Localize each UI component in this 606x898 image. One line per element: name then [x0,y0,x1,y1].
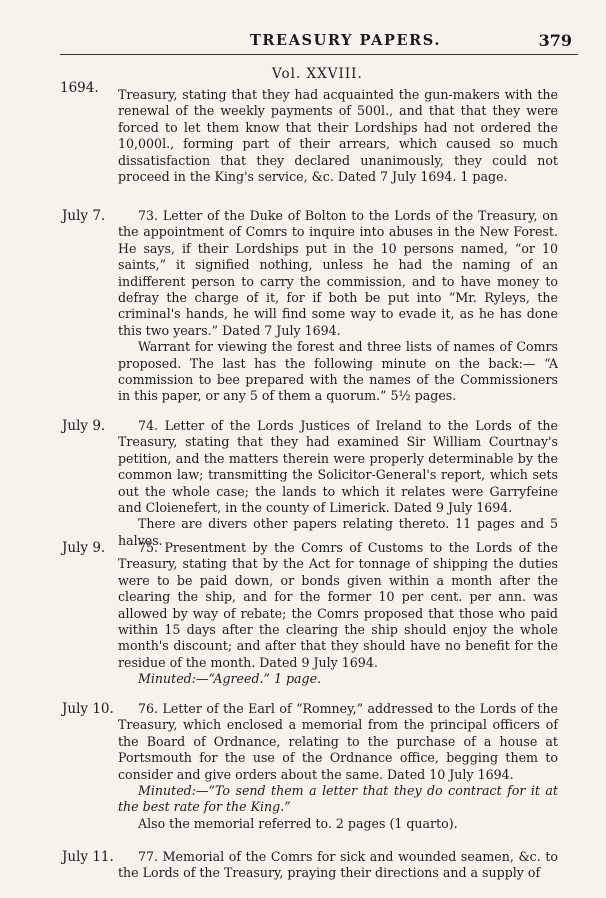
paragraph: Minuted:—“Agreed.” 1 page. [138,671,322,687]
paragraph: Warrant for viewing the forest and three lists of names of Comrs proposed. The last has the following minute on the back:— “A commission to bee prepared with the names of the Commissioners in this paper, or any 5 of them a quorum.” 5½ pages. [118,339,558,404]
entry-date: July 9. [62,540,106,556]
paragraph: 76. Letter of the Earl of “Romney,” addressed to the Lords of the Treasury, which enclosed a memorial from the principal officers of the Board of Ordnance, relating to the purchase of a house at Portsmouth for the use of the Ordnance office, begging them to consider and give orders about the same. Dated 10 July 1694. [118,701,558,782]
entry-date: July 10. [62,701,114,717]
entry-date: July 9. [62,418,106,434]
entry-date: July 11. [62,849,114,865]
paragraph: Minuted:—“To send them a letter that they do contract for it at the best rate for the King.” [118,783,558,815]
paragraph: There are divers other papers relating thereto. 11 pages and 5 halves. [118,516,558,548]
paragraph: 77. Memorial of the Comrs for sick and wounded seamen, &c. to the Lords of the Treasury, praying their directions and a supply of [118,849,558,881]
margin-year: 1694. [60,80,99,96]
paragraph: Also the memorial referred to. 2 pages (1 quarto). [138,815,458,831]
page-header [60,30,578,55]
running-title: TREASURY PAPERS. [250,32,441,49]
paragraph: 75. Presentment by the Comrs of Customs to the Lords of the Treasury, stating that by the Act for tonnage of shipping the duties were to be paid down, or bonds given within a month after the clearing the ship, and for the former 10 per cent. per ann. was allowed by way of rebate; the Comrs proposed that those who paid within 15 days after the clearing the ship should enjoy the whole month's discount; and after that they should have no benefit for the residue of the month. Dated 9 July 1694. [118,540,558,670]
entry-text [118,540,558,688]
entry-text [118,701,558,832]
entry-text [118,849,558,882]
continuation-text [118,87,558,185]
paragraph: 73. Letter of the Duke of Bolton to the Lords of the Treasury, on the appointment of Comrs to inquire into abuses in the New Forest. He says, if their Lordships put in the 10 persons named, “or 10 saints,” it signified nothing, unless he had the naming of an indifferent person to carry the commission, and to have money to defray the charge of it, for if both be put into “Mr. Ryleys, the criminal's hands, he will find some way to evade it, as he has done this two years.” Dated 7 July 1694. [118,208,558,338]
entry-text [118,208,558,405]
entry-text [118,418,558,549]
page-number: 379 [538,31,572,50]
paragraph: Treasury, stating that they had acquainted the gun-makers with the renewal of the weekly payments of 500l., and that that they were forced to let them know that their Lordships had not ordered the 10,000l., forming part of their arrears, which caused so much dissatisfaction that they declared unanimously, they could not proceed in the King's service, &c. Dated 7 July 1694. 1 page. [118,87,558,185]
paragraph: 74. Letter of the Lords Justices of Ireland to the Lords of the Treasury, stating that they had examined Sir William Courtnay's petition, and the matters therein were properly determinable by the common law; transmitting the Solicitor-General's report, which sets out the whole case; the lands to which it relates were Garryfeine and Cloienefert, in the county of Limerick. Dated 9 July 1694. [118,418,558,516]
entry-date: July 7. [62,208,106,224]
volume-heading: Vol. XXVIII. [272,66,363,82]
